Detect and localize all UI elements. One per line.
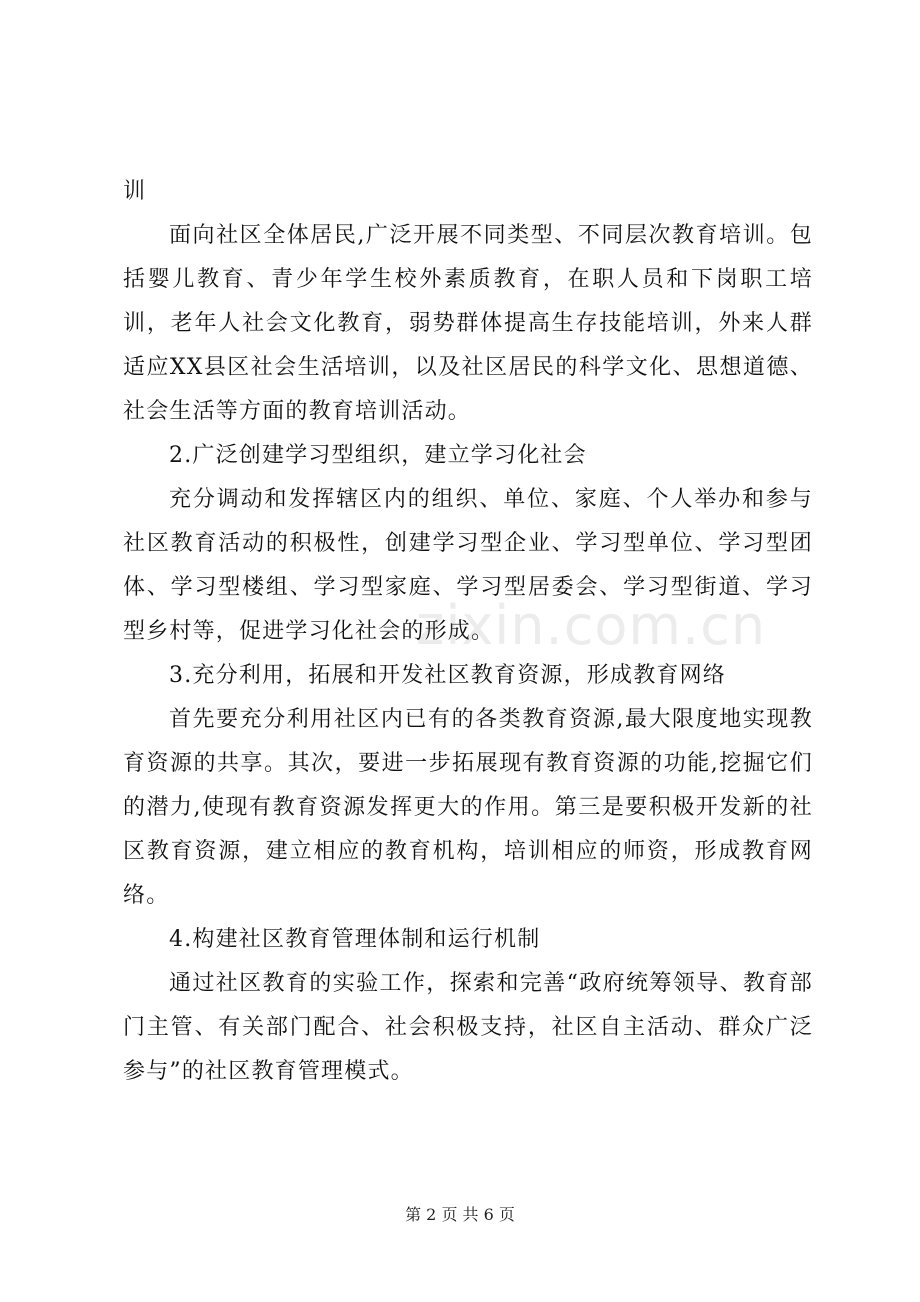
document-body [123,170,813,1094]
paragraph-management-system: 通过社区教育的实验工作，探索和完善“政府统筹领导、教育部门主管、有关部门配合、社会积极支持，社区自主活动、群众广泛参与”的社区教育管理模式。 [123,971,813,1084]
page-number-footer: 第 2 页 共 6 页 [405,1205,515,1224]
paragraph-education-resources: 首先要充分利用社区内已有的各类教育资源,最大限度地实现教育资源的共享。其次，要进一步拓展现有教育资源的功能,挖掘它们的潜力,使现有教育资源发挥更大的作用。第三是要积极开发新的社区教育资源，建立相应的教育机构，培训相应的师资，形成教育网络。 [123,707,813,908]
paragraph-learning-organizations: 充分调动和发挥辖区内的组织、单位、家庭、个人举办和参与社区教育活动的积极性，创建学习型企业、学习型单位、学习型团体、学习型楼组、学习型家庭、学习型居委会、学习型街道、学习型乡村等，促进学习化社会的形成。 [123,487,813,644]
section-heading-2: 2.广泛创建学习型组织，建立学习化社会 [169,443,587,468]
section-heading-4: 4.构建社区教育管理体制和运行机制 [169,927,541,952]
paragraph-community-training: 面向社区全体居民,广泛开展不同类型、不同层次教育培训。包括婴儿教育、青少年学生校外素质教育，在职人员和下岗职工培训，老年人社会文化教育，弱势群体提高生存技能培训，外来人群适应XX县区社会生活培训，以及社区居民的科学文化、思想道德、社会生活等方面的教育培训活动。 [123,223,813,424]
watermark: zixin.com.cn [416,594,767,657]
section-heading-3: 3.充分利用，拓展和开发社区教育资源，形成教育网络 [169,663,726,688]
paragraph-continuation: 训 [123,179,147,204]
